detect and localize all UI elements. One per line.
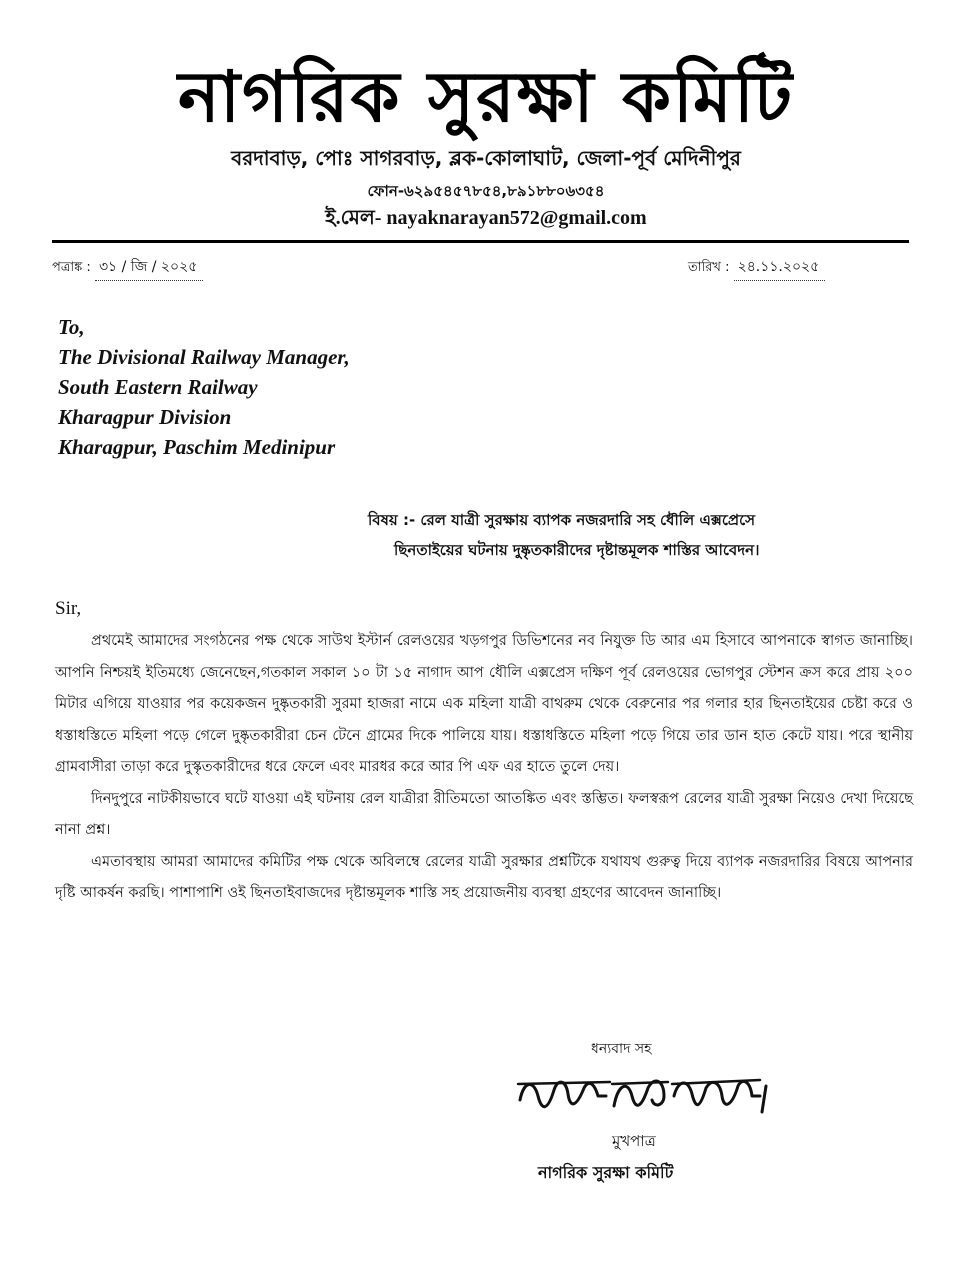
recipient-to: To,	[58, 315, 85, 339]
signature-scribble	[514, 1066, 776, 1122]
letterhead-phone: ফোন-৬২৯৫৪৫৭৮৫৪,৮৯১৮৮০৬৩৫৪	[367, 182, 605, 200]
date-value: ২৪.১১.২০২৫	[734, 255, 826, 281]
signatory-organisation: নাগরিক সুরক্ষা কমিটি	[538, 1163, 674, 1182]
signatory-designation: মুখপাত্র	[612, 1132, 656, 1150]
reference-label: পত্রাঙ্ক :	[52, 260, 91, 275]
recipient-line: Kharagpur, Paschim Medinipur	[58, 435, 336, 459]
recipient-line: South Eastern Railway	[58, 375, 258, 399]
letterhead-email: ই.মেল- nayaknarayan572@gmail.com	[325, 207, 647, 229]
recipient-address	[58, 312, 350, 462]
body-paragraph: প্রথমেই আমাদের সংগঠনের পক্ষ থেকে সাউথ ইস্টার্ন রেলওয়ের খড়গপুর ডিভিশনের নব নিযুক্ত ডি আর এম হিসাবে আপনাকে স্বাগত জানাচ্ছি। আপনি নিশ্চয়ই ইতিমধ্যে জেনেছেন,গতকাল সকাল ১০ টা ১৫ নাগাদ আপ ধৌলি এক্সপ্রেস দক্ষিণ পূর্ব রেলওয়ের ভোগপুর স্টেশন ক্রস করে প্রায় ২০০ মিটার এগিয়ে যাওয়ার পর কয়েকজন দুষ্কৃতকারী সুরমা হাজরা নামে এক মহিলা যাত্রী বাথরুম থেকে বেরুনোর পর গলার হার ছিনতাইয়ের চেষ্টা করে ও ধস্তাধস্তিতে মহিলা পড়ে গেলে দুষ্কৃতকারীরা চেন টেনে গ্রামের দিকে পালিয়ে যায়। ধস্তাধস্তিতে মহিলা পড়ে গিয়ে তার ডান হাত কেটে যায়। পরে স্থানীয় গ্রামবাসীরা তাড়া করে দুস্কৃতকারীদের ধরে ফেলে এবং মারধর করে আর পি এফ এর হাতে তুলে দেয়।	[55, 633, 913, 775]
closing-thanks: ধন্যবাদ সহ	[591, 1041, 652, 1057]
body-paragraph: দিনদুপুরে নাটকীয়ভাবে ঘটে যাওয়া এই ঘটনায় রেল যাত্রীরা রীতিমতো আতঙ্কিত এবং স্তম্ভিত। ফলস্বরূপ রেলের যাত্রী সুরক্ষা নিয়েও দেখা দিয়েছে নানা প্রশ্ন।	[55, 790, 913, 838]
subject	[368, 505, 928, 565]
letterhead-title: নাগরিক সুরক্ষা কমিটি	[178, 56, 794, 138]
handwritten-signature	[514, 1066, 776, 1122]
body-paragraph: এমতাবস্থায় আমরা আমাদের কমিটির পক্ষ থেকে অবিলম্বে রেলের যাত্রী সুরক্ষার প্রশ্নটিকে যথাযথ গুরুত্ব দিয়ে ব্যাপক নজরদারির বিষয়ে আপনার দৃষ্টি আকর্ষন করছি। পাশাপাশি ওই ছিনতাইবাজদের দৃষ্টান্তমূলক শাস্তি সহ প্রয়োজনীয় ব্যবস্থা গ্রহণের আবেদন জানাচ্ছি।	[55, 853, 913, 901]
header-divider	[52, 240, 909, 243]
letterhead-address: বরদাবাড়, পোঃ সাগরবাড়, ব্লক-কোলাঘাট, জেলা-পূর্ব মেদিনীপুর	[231, 146, 741, 170]
recipient-line: The Divisional Railway Manager,	[58, 345, 350, 369]
letter-body	[55, 626, 913, 910]
subject-line: ছিনতাইয়ের ঘটনায় দুষ্কৃতকারীদের দৃষ্টান্তমূলক শাস্তির আবেদন।	[394, 541, 760, 559]
reference-number	[52, 255, 203, 281]
letter-date	[688, 255, 825, 281]
date-label: তারিখ :	[688, 260, 730, 275]
reference-value: ৩১ / জি / ২০২৫	[95, 255, 203, 281]
subject-line: বিষয় :- রেল যাত্রী সুরক্ষায় ব্যাপক নজরদারি সহ ধৌলি এক্সপ্রেসে	[368, 511, 756, 529]
recipient-line: Kharagpur Division	[58, 405, 232, 429]
salutation: Sir,	[55, 598, 82, 619]
